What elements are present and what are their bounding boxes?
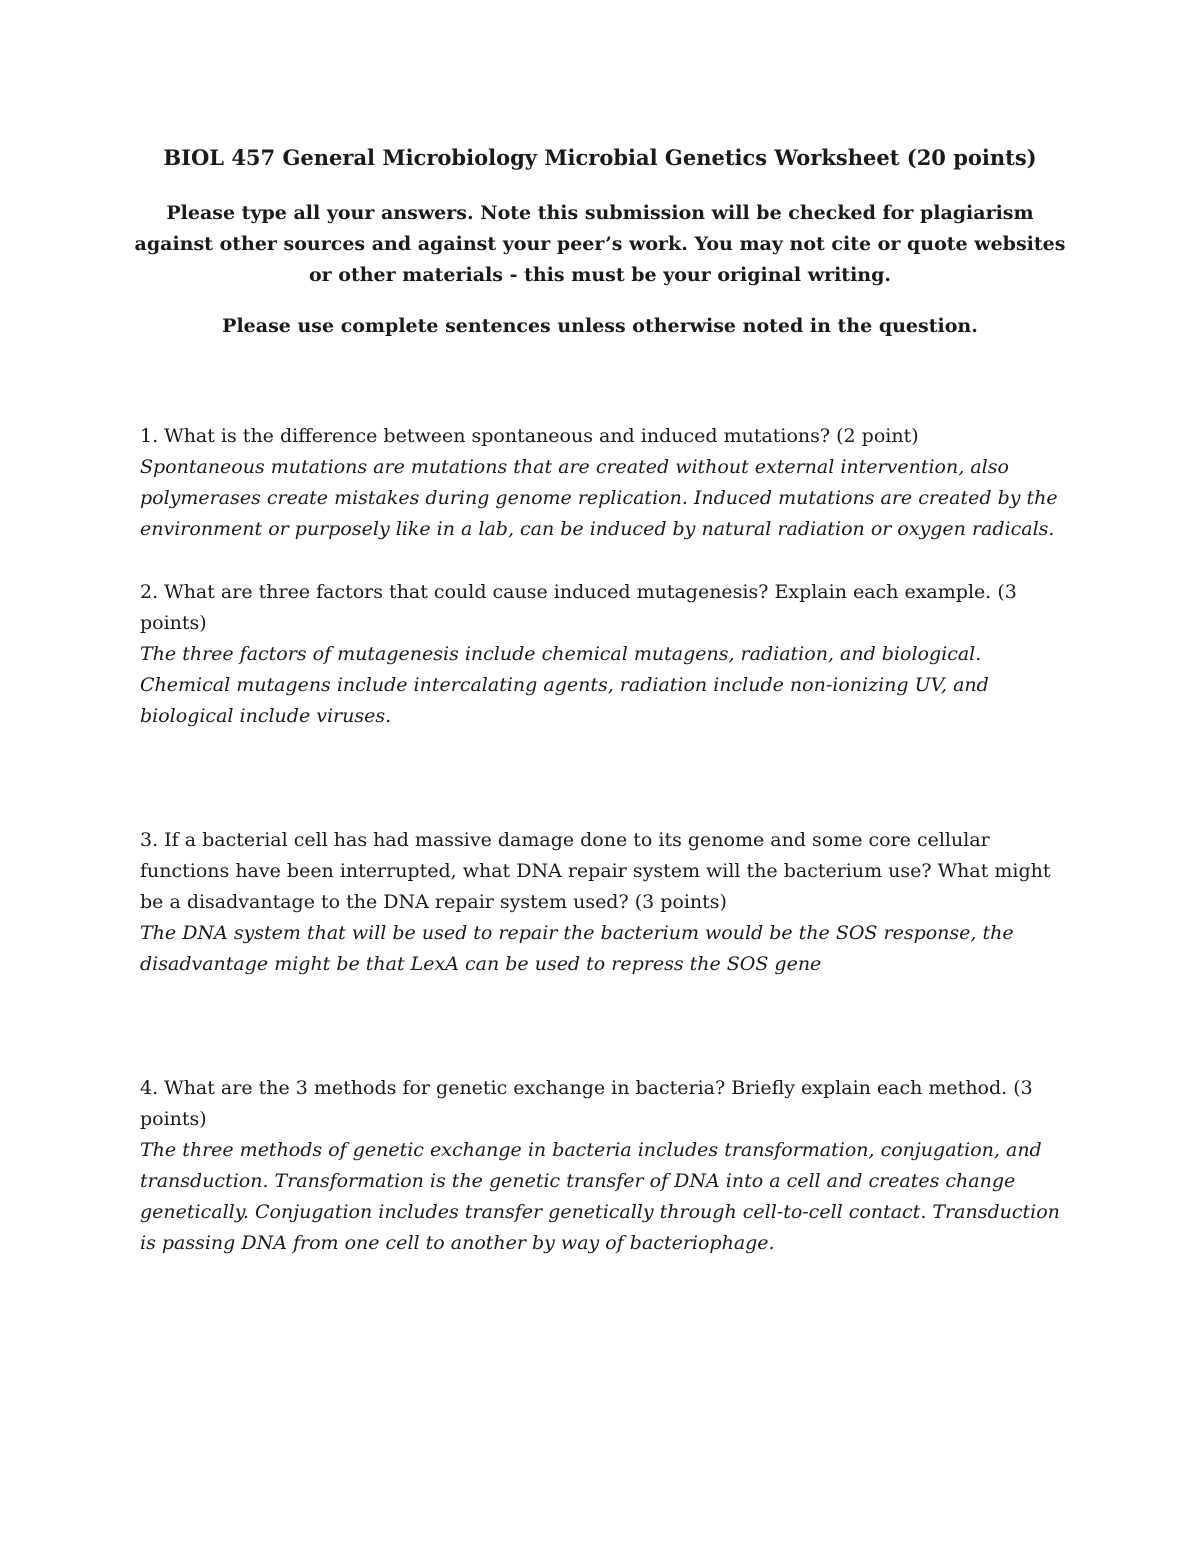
question-text: 3. If a bacterial cell has had massive damage done to its genome and some core cellular functions have been interrupted, what DNA repair system will the bacterium use? What might be a disadvantage to the DNA repair system used? (3 points) <box>140 829 1051 913</box>
document-title: BIOL 457 General Microbiology Microbial Genetics Worksheet (20 points) <box>163 145 1037 170</box>
answer-text: The three methods of genetic exchange in bacteria includes transformation, conjugation, and transduction. Transformation is the genetic transfer of DNA into a cell and creates change genetically. Conjugation includes transfer genetically through cell-to-cell contact. Transduction is passing DNA from one cell to another by way of bacteriophage. <box>140 1139 1060 1254</box>
question-text: 2. What are three factors that could cause induced mutagenesis? Explain each example. (3 points) <box>140 581 1017 634</box>
answer-text: The three factors of mutagenesis include chemical mutagens, radiation, and biological. Chemical mutagens include intercalating agents, radiation include non-ionizing UV, and biological include viruses. <box>140 643 989 727</box>
instructions-note: Please use complete sentences unless otherwise noted in the question. <box>222 315 978 337</box>
answer-text: The DNA system that will be used to repair the bacterium would be the SOS response, the disadvantage might be that LexA can be used to repress the SOS gene <box>140 922 1014 975</box>
question-block-1 <box>140 421 1065 545</box>
question-block-4 <box>140 1073 1065 1259</box>
question-text: 1. What is the difference between spontaneous and induced mutations? (2 point) <box>140 425 919 447</box>
question-text: 4. What are the 3 methods for genetic exchange in bacteria? Briefly explain each method. (3 points) <box>140 1077 1033 1130</box>
instructions-text: Please type all your answers. Note this submission will be checked for plagiarism against other sources and against your peer’s work. You may not cite or quote websites or other materials - this must be your original writing. <box>134 202 1066 286</box>
answer-text: Spontaneous mutations are mutations that are created without external intervention, also polymerases create mistakes during genome replication. Induced mutations are created by the environment or purposely like in a lab, can be induced by natural radiation or oxygen radicals. <box>140 456 1058 540</box>
question-block-2 <box>140 577 1065 732</box>
question-block-3 <box>140 825 1065 980</box>
